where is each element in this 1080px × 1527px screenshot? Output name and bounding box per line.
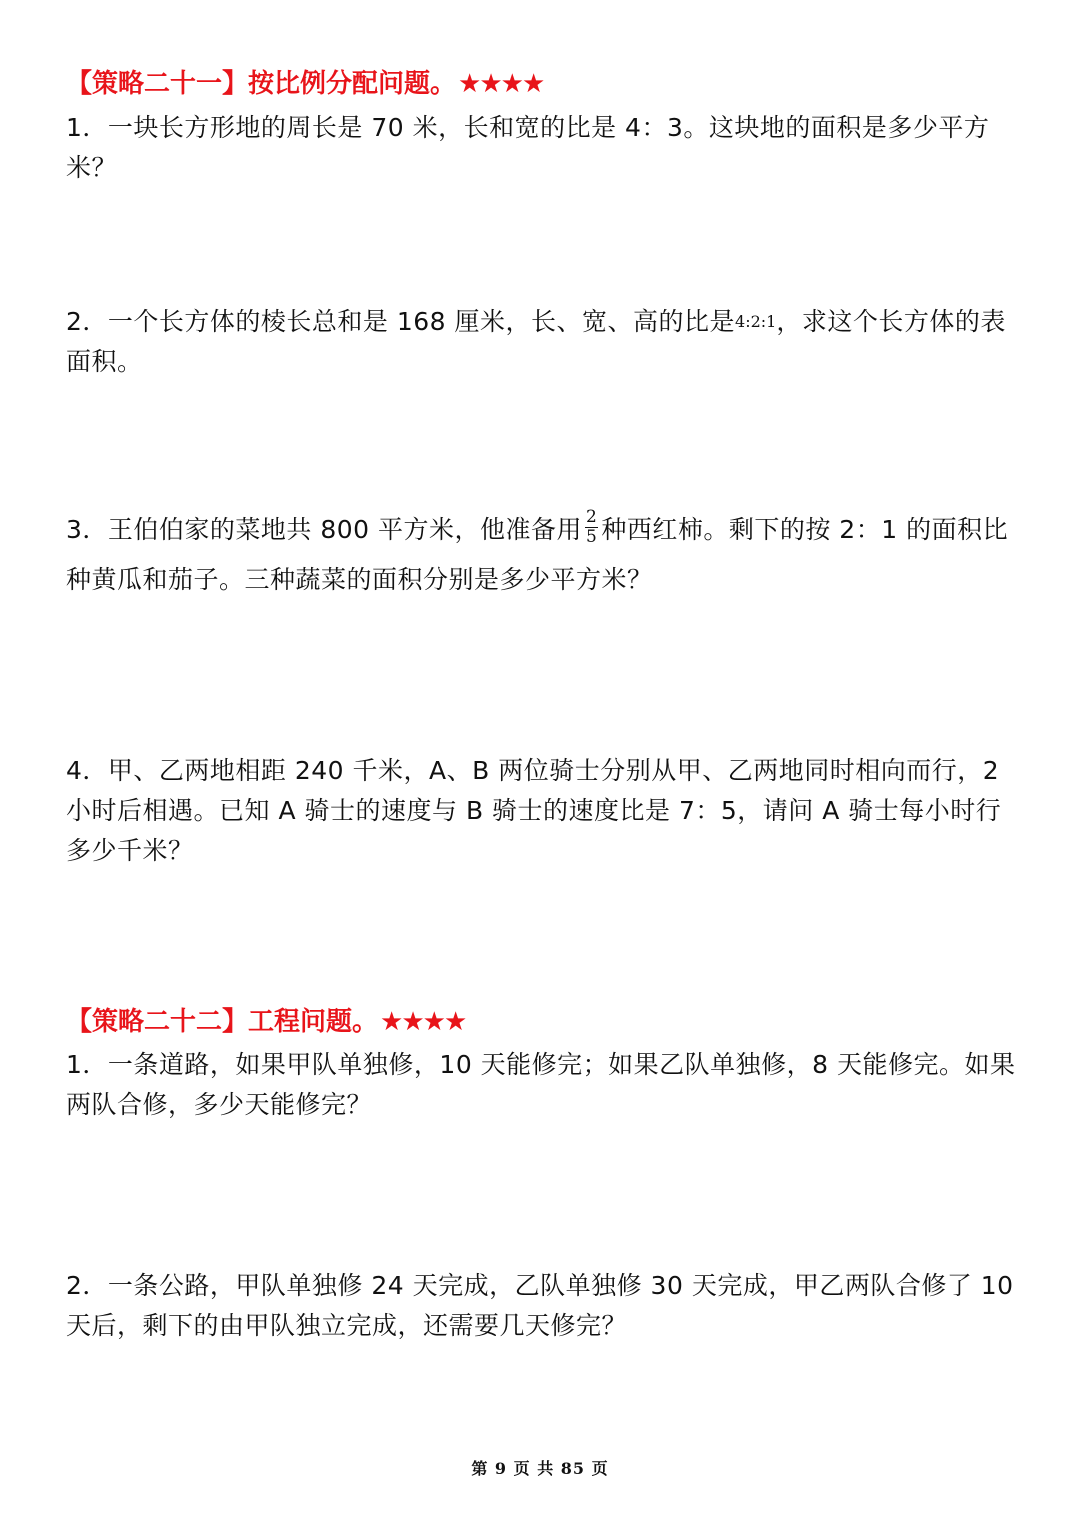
- question-text-after: ，求这个长方体的表面积。: [66, 307, 1006, 376]
- question-text-before: 3．王伯伯家的菜地共 800 平方米，他准备用: [66, 515, 583, 544]
- question-1-3: [66, 505, 1026, 605]
- section-title-text: 【策略二十一】按比例分配问题。: [66, 69, 457, 99]
- difficulty-stars-icon: ★★★★: [380, 1007, 466, 1037]
- question-text: 4．甲、乙两地相距 240 千米，A、B 两位骑士分别从甲、乙两地同时相向而行，2 小时后相遇。已知 A 骑士的速度与 B 骑士的速度比是 7：5，请问 A 骑士每小时行多少千米？: [66, 756, 1002, 865]
- fraction-denominator: 5: [586, 526, 598, 547]
- fraction-numerator: 2: [586, 506, 598, 527]
- question-text-before: 2．一个长方体的棱长总和是 168 厘米，长、宽、高的比是: [66, 307, 736, 336]
- section-title-1: [66, 66, 543, 102]
- page-number-footer: 第 9 页 共 85 页: [471, 1459, 609, 1478]
- section-title-text: 【策略二十二】工程问题。: [66, 1007, 379, 1037]
- question-1-2: [66, 302, 1026, 382]
- question-1-4: [66, 751, 1026, 871]
- section-title-2: [66, 1004, 465, 1040]
- question-1-1: [66, 108, 1026, 188]
- question-text-after: 种西红柿。剩下的按 2：1 的面积比种黄瓜和茄子。三种蔬菜的面积分别是多少平方米？: [66, 515, 1009, 594]
- ratio-value: 4:2:1: [735, 312, 777, 331]
- question-text: 1．一条道路，如果甲队单独修，10 天能修完；如果乙队单独修，8 天能修完。如果两队合修，多少天能修完？: [66, 1050, 1016, 1119]
- question-2-1: [66, 1045, 1026, 1125]
- question-text: 1．一块长方形地的周长是 70 米，长和宽的比是 4：3。这块地的面积是多少平方米？: [66, 113, 990, 182]
- fraction: [585, 508, 598, 547]
- question-text: 2．一条公路，甲队单独修 24 天完成，乙队单独修 30 天完成，甲乙两队合修了 10 天后，剩下的由甲队独立完成，还需要几天修完？: [66, 1271, 1014, 1340]
- question-2-2: [66, 1266, 1026, 1346]
- difficulty-stars-icon: ★★★★: [458, 69, 544, 99]
